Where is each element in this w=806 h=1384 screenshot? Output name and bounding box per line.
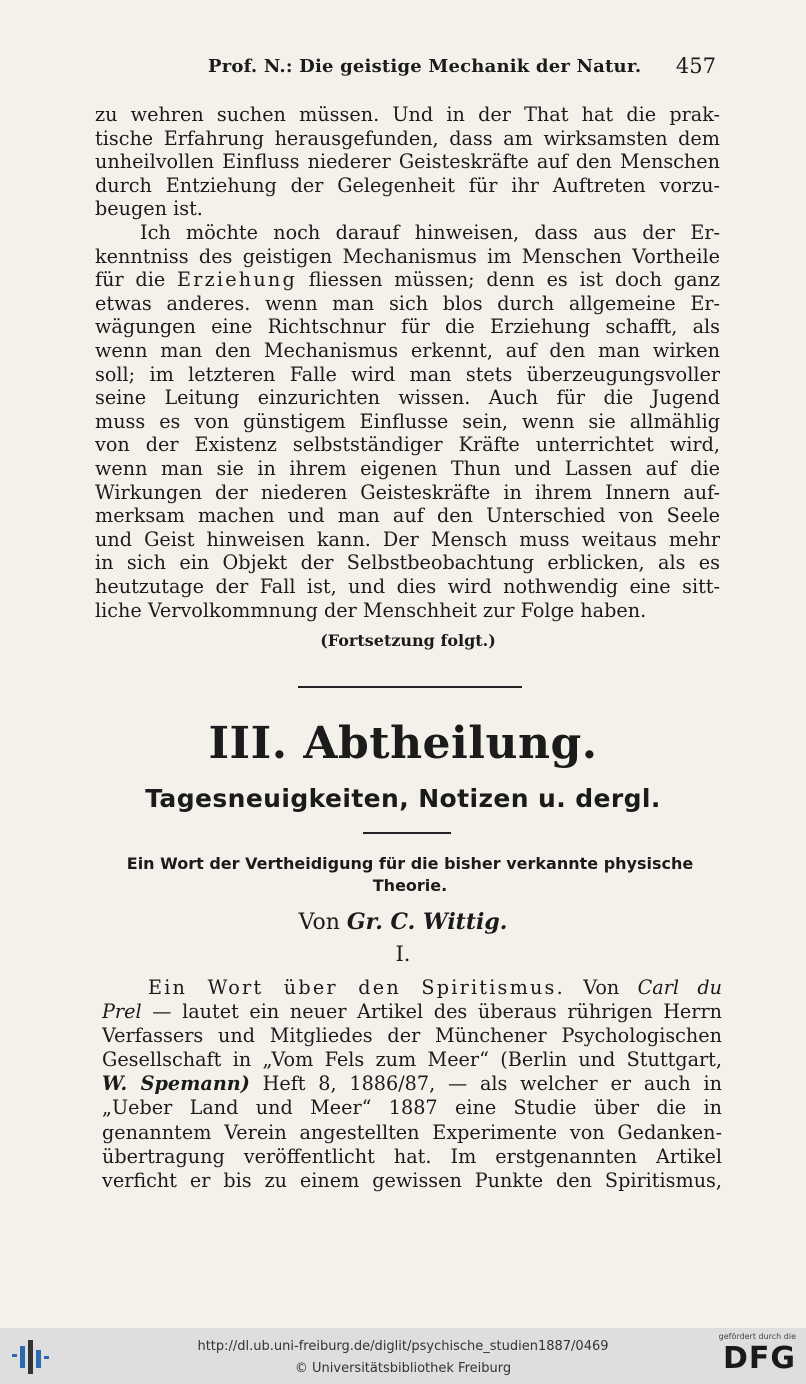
dfg-logo: DFG	[722, 1341, 796, 1376]
text-line: „Ueber Land und Meer“ 1887 eine Studie über die in	[102, 1096, 722, 1120]
text-line: und Geist hinweisen kann. Der Mensch muss weitaus mehr	[95, 527, 720, 551]
text-line: beugen ist.	[95, 197, 203, 221]
text-line: verficht er bis zu einem gewissen Punkte den Spiritismus,	[102, 1168, 722, 1192]
emphasis-spaced: Ein Wort über den Spiritismus.	[148, 976, 565, 999]
paragraph-2	[95, 221, 720, 622]
text-line: von der Existenz selbstständiger Kräfte unterrichtet wird,	[95, 433, 720, 457]
text-line	[102, 976, 722, 1000]
author-name: Gr. C. Wittig.	[346, 909, 508, 935]
author-reference: Prel	[102, 1000, 142, 1024]
text-line: liche Vervolkommnung der Menschheit zur Folge haben.	[95, 598, 647, 622]
text-line: merksam machen und man auf den Unterschied von Seele	[95, 504, 720, 528]
text-line: zu wehren suchen müssen. Und in der That hat die prak-	[95, 103, 720, 126]
page-header	[95, 54, 720, 84]
emphasis-spaced: Erziehung	[177, 268, 297, 292]
dfg-badge	[702, 1332, 796, 1380]
page-number: 457	[675, 54, 716, 78]
author-reference: Carl du	[637, 976, 722, 999]
text-line	[95, 268, 720, 292]
permalink[interactable]: http://dl.ub.uni-freiburg.de/diglit/psychische_studien1887/0469	[197, 1339, 609, 1354]
text-fragment: — lautet ein neuer Artikel des überaus rührigen Herrn	[152, 1000, 722, 1024]
publisher-reference: W. Spemann)	[102, 1072, 250, 1096]
text-line: genanntem Verein angestellten Experimente von Gedanken-	[102, 1120, 722, 1144]
dfg-label: gefördert durch die	[718, 1332, 796, 1341]
text-line: seine Leitung einzurichten wissen. Auch für die Jugend	[95, 386, 720, 410]
paragraph-3	[102, 976, 722, 1193]
continuation-note: (Fortsetzung folgt.)	[320, 631, 496, 650]
section-subtitle: Tagesneuigkeiten, Notizen u. dergl.	[145, 784, 661, 813]
divider-rule-short	[363, 832, 451, 834]
section-title: III. Abtheilung.	[208, 718, 598, 769]
text-line	[102, 1000, 722, 1024]
copyright-notice: © Universitätsbibliothek Freiburg	[294, 1361, 512, 1376]
text-line: kenntniss des geistigen Mechanismus im Menschen Vortheile	[95, 244, 720, 268]
text-line: Wirkungen der niederen Geisteskräfte in ihrem Innern auf-	[95, 480, 720, 504]
text-line: soll; im letzteren Falle wird man stets überzeugungsvoller	[95, 362, 720, 386]
text-line: übertragung veröffentlicht hat. Im erstgenannten Artikel	[102, 1144, 722, 1168]
article-title: Ein Wort der Vertheidigung für die bisher verkannte physische Theorie.	[126, 854, 694, 895]
text-line: in sich ein Objekt der Selbstbeobachtung erblicken, als es	[95, 551, 720, 575]
divider-rule	[298, 686, 522, 688]
text-line: etwas anderes. wenn man sich blos durch allgemeine Er-	[95, 291, 720, 315]
paragraph-1	[95, 103, 720, 221]
byline-prefix: Von	[298, 910, 340, 935]
text-line	[102, 1072, 722, 1096]
text-line: unheilvollen Einfluss niederer Geisteskräfte auf den Menschen	[95, 150, 720, 174]
viewer-footer	[0, 1328, 806, 1384]
text-fragment: fliessen müssen; denn es ist doch ganz	[308, 268, 720, 292]
text-fragment: Von	[583, 976, 620, 999]
text-line: durch Entziehung der Gelegenheit für ihr Auftreten vorzu-	[95, 173, 720, 197]
text-line: Gesellschaft in „Vom Fels zum Meer“ (Berlin und Stuttgart,	[102, 1048, 722, 1072]
text-line: wenn man den Mechanismus erkennt, auf den man wirken	[95, 338, 720, 362]
text-line: heutzutage der Fall ist, und dies wird nothwendig eine sitt-	[95, 574, 720, 598]
text-line: Verfassers und Mitgliedes der Münchener Psychologischen	[102, 1024, 722, 1048]
article-part-numeral: I.	[395, 942, 411, 966]
text-line: tische Erfahrung herausgefunden, dass am wirksamsten dem	[95, 126, 720, 150]
running-title: Prof. N.: Die geistige Mechanik der Natur.	[208, 56, 642, 77]
byline	[0, 909, 806, 935]
text-line: wenn man sie in ihrem eigenen Thun und Lassen auf die	[95, 456, 720, 480]
text-line: Ich möchte noch darauf hinweisen, dass aus der Er-	[140, 221, 720, 244]
text-fragment: für die	[95, 268, 166, 292]
text-fragment: Heft 8, 1886/87, — als welcher er auch in	[262, 1072, 722, 1096]
text-line: muss es von günstigem Einflusse sein, wenn sie allmählig	[95, 409, 720, 433]
text-line: wägungen eine Richtschnur für die Erziehung schafft, als	[95, 315, 720, 339]
